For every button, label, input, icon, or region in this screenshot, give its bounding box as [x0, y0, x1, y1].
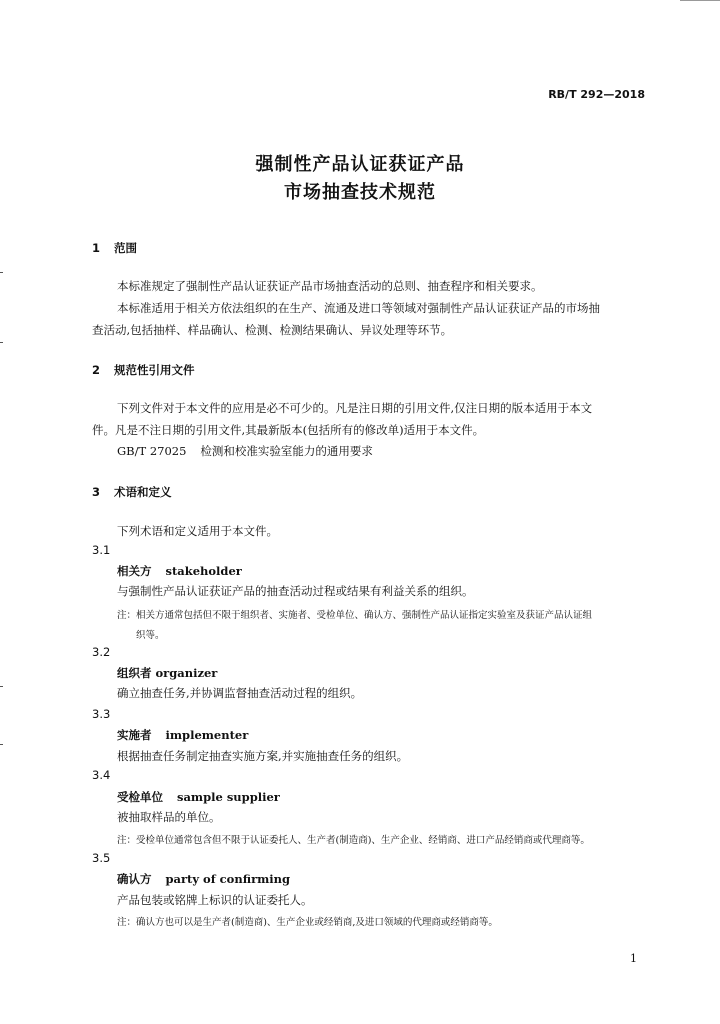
term-zh: 相关方	[117, 564, 152, 578]
standard-code: RB/T 292—2018	[548, 88, 645, 101]
term-heading	[117, 871, 290, 887]
term-number: 3.2	[92, 645, 111, 659]
paragraph: 本标准适用于相关方依法组织的在生产、流通及进口等领域对强制性产品认证获证产品的市场抽	[117, 301, 600, 315]
term-definition: 根据抽查任务制定抽查实施方案,并实施抽查任务的组织。	[117, 749, 409, 763]
paragraph-continuation: 查活动,包括抽样、样品确认、检测、检测结果确认、异议处理等环节。	[92, 323, 453, 337]
term-definition: 与强制性产品认证获证产品的抽查活动过程或结果有利益关系的组织。	[117, 584, 474, 598]
reference-code: GB/T 27025	[117, 444, 187, 458]
term-number: 3.5	[92, 851, 111, 865]
scan-edge-line	[680, 0, 720, 1]
normative-reference	[117, 443, 373, 459]
term-note: 注：相关方通常包括但不限于组织者、实施者、受检单位、确认方、强制性产品认证指定实验室及获证产品认证组	[117, 610, 593, 621]
term-zh: 受检单位	[117, 790, 163, 804]
term-definition: 产品包装或铭牌上标识的认证委托人。	[117, 893, 313, 907]
term-number: 3.3	[92, 707, 111, 721]
paragraph: 下列术语和定义适用于本文件。	[117, 524, 278, 538]
paragraph: 下列文件对于本文件的应用是必不可少的。凡是注日期的引用文件,仅注日期的版本适用于本文	[117, 401, 593, 415]
term-heading	[117, 563, 242, 579]
scan-edge-mark	[0, 342, 3, 343]
scan-edge-mark	[0, 744, 3, 745]
term-heading	[117, 665, 217, 681]
page-number: 1	[630, 952, 637, 965]
section-2-heading	[92, 362, 195, 378]
document-title-line1: 强制性产品认证获证产品	[255, 154, 465, 175]
term-definition: 被抽取样品的单位。	[117, 810, 221, 824]
section-3-heading	[92, 484, 172, 500]
term-zh: 实施者	[117, 728, 152, 742]
section-title: 规范性引用文件	[114, 363, 195, 377]
section-number: 1	[92, 241, 101, 255]
paragraph: 本标准规定了强制性产品认证获证产品市场抽查活动的总则、抽查程序和相关要求。	[117, 279, 543, 293]
section-number: 2	[92, 363, 101, 377]
term-en: sample supplier	[177, 790, 280, 804]
term-en: implementer	[165, 728, 249, 742]
term-en: stakeholder	[165, 564, 242, 578]
term-number: 3.1	[92, 543, 111, 557]
scan-edge-mark	[0, 272, 3, 273]
scan-edge-mark	[0, 686, 3, 687]
term-heading	[117, 789, 280, 805]
term-number: 3.4	[92, 768, 111, 782]
term-en: party of confirming	[165, 872, 291, 886]
term-zh: 确认方	[117, 872, 152, 886]
reference-title: 检测和校准实验室能力的通用要求	[200, 444, 373, 458]
section-title: 范围	[114, 241, 137, 255]
term-heading	[117, 727, 248, 743]
term-note: 注：确认方也可以是生产者(制造商)、生产企业或经销商,及进口领域的代理商或经销商等。	[117, 917, 498, 928]
section-title: 术语和定义	[114, 485, 172, 499]
term-zh: 组织者	[117, 666, 152, 680]
document-title-line2: 市场抽查技术规范	[284, 182, 436, 203]
term-note: 注：受检单位通常包含但不限于认证委托人、生产者(制造商)、生产企业、经销商、进口产品经销商或代理商等。	[117, 835, 590, 846]
paragraph-continuation: 件。凡是不注日期的引用文件,其最新版本(包括所有的修改单)适用于本文件。	[92, 423, 485, 437]
term-definition: 确立抽查任务,并协调监督抽查活动过程的组织。	[117, 686, 363, 700]
section-number: 3	[92, 485, 101, 499]
section-1-heading	[92, 240, 137, 256]
term-en: organizer	[155, 666, 218, 680]
term-note-continuation: 织等。	[136, 630, 165, 641]
